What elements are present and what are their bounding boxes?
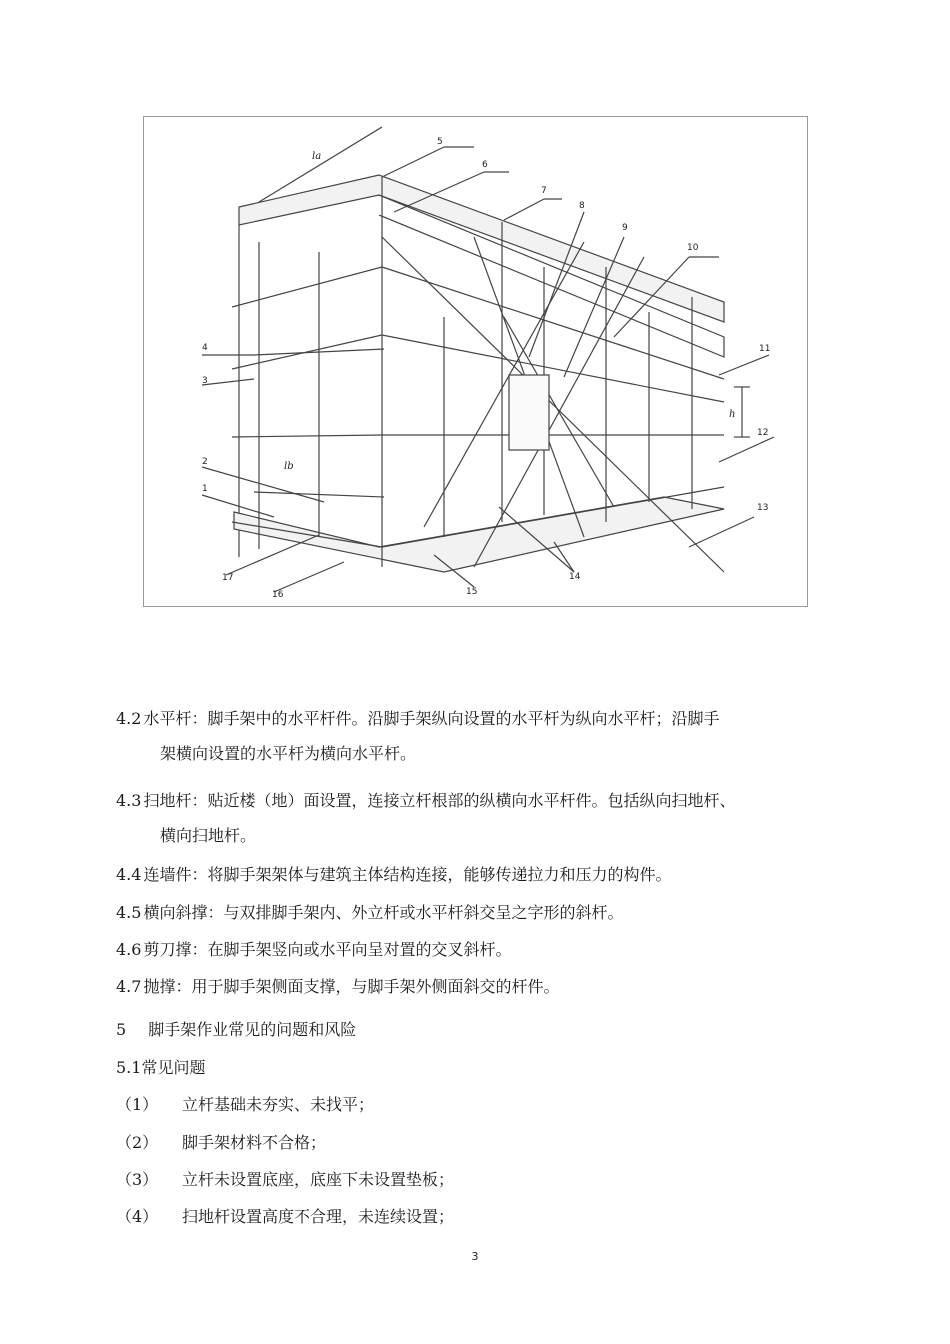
callout-13: 13: [757, 503, 769, 513]
callout-16: 16: [272, 590, 284, 600]
callout-6: 6: [482, 160, 488, 170]
callout-14: 14: [569, 572, 581, 582]
problem-3: （3） 立杆未设置底座，底座下未设置垫板；: [116, 1170, 455, 1189]
callout-11: 11: [759, 344, 771, 354]
callout-10: 10: [687, 243, 699, 253]
dim-lb: lb: [284, 461, 294, 472]
section-4-3: 4.3 扫地杆：贴近楼（地）面设置，连接立杆根部的纵横向水平杆件。包括纵向扫地杆、: [116, 791, 736, 810]
section-4-7: 4.7 抛撑：用于脚手架侧面支撑，与脚手架外侧面斜交的杆件。: [116, 977, 560, 996]
section-4-3-cont: 横向扫地杆。: [160, 826, 257, 845]
problem-1: （1） 立杆基础未夯实、未找平；: [116, 1095, 375, 1114]
callout-1: 1: [202, 484, 208, 494]
scaffold-figure: [143, 116, 808, 607]
callout-4: 4: [202, 343, 208, 353]
callout-8: 8: [579, 201, 585, 211]
problem-2: （2） 脚手架材料不合格；: [116, 1133, 327, 1152]
dim-h: h: [729, 409, 736, 420]
callout-5: 5: [437, 137, 443, 147]
section-4-2: 4.2 水平杆：脚手架中的水平杆件。沿脚手架纵向设置的水平杆为纵向水平杆；沿脚手: [116, 709, 720, 728]
scaffold-diagram: [144, 117, 809, 608]
callout-12: 12: [757, 428, 769, 438]
section-4-5: 4.5 横向斜撑：与双排脚手架内、外立杆或水平杆斜交呈之字形的斜杆。: [116, 903, 624, 922]
problem-4: （4） 扫地杆设置高度不合理，未连续设置；: [116, 1207, 455, 1226]
section-4-2-cont: 架横向设置的水平杆为横向水平杆。: [160, 744, 417, 763]
heading-5-1: 5.1常见问题: [116, 1058, 206, 1077]
callout-7: 7: [541, 186, 547, 196]
callout-17: 17: [222, 573, 234, 583]
heading-5: 5 脚手架作业常见的问题和风险: [116, 1020, 357, 1039]
callout-9: 9: [622, 223, 628, 233]
page-number: 3: [471, 1250, 479, 1263]
callout-15: 15: [466, 587, 478, 597]
callout-2: 2: [202, 457, 208, 467]
section-4-6: 4.6 剪刀撑：在脚手架竖向或水平向呈对置的交叉斜杆。: [116, 940, 512, 959]
dim-la: la: [312, 151, 322, 162]
callout-3: 3: [202, 376, 208, 386]
section-4-4: 4.4 连墙件：将脚手架架体与建筑主体结构连接，能够传递拉力和压力的构件。: [116, 865, 672, 884]
